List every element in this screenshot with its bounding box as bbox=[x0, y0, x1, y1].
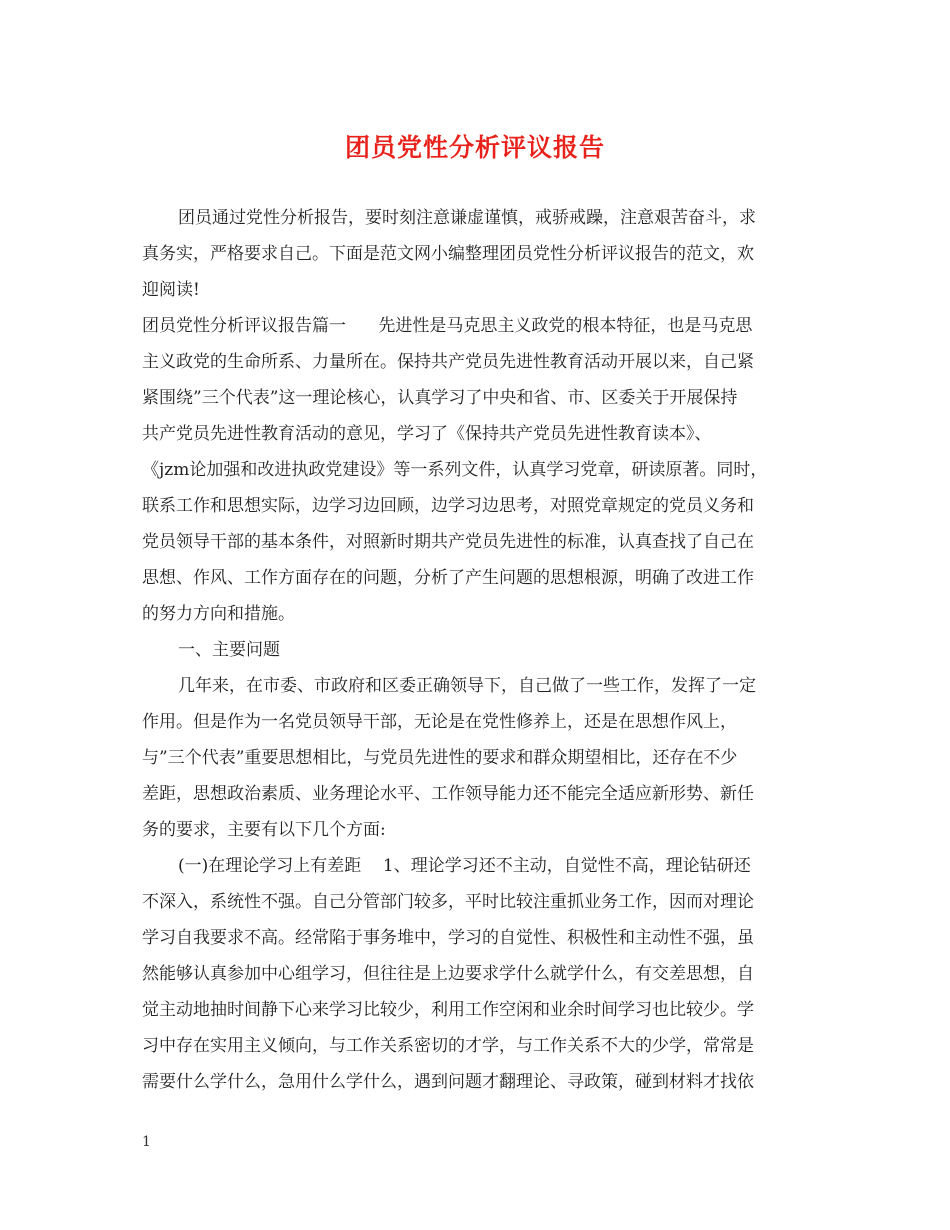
text-line-1: 团员通过党性分析报告，要时刻注意谦虚谨慎，戒骄戒躁，注意艰苦奋斗，求 bbox=[178, 208, 756, 228]
text-line-4: 团员党性分析评议报告篇一 先进性是马克思主义政党的根本特征，也是马克思 bbox=[142, 316, 753, 336]
document-title: 团员党性分析评议报告 bbox=[344, 133, 605, 162]
text-line-12: 的努力方向和措施。 bbox=[142, 604, 295, 624]
text-line-9: 联系工作和思想实际，边学习边回顾，边学习边思考，对照党章规定的党员义务和 bbox=[142, 496, 754, 516]
text-line-20: 不深入，系统性不强。自己分管部门较多，平时比较注重抓业务工作，因而对理论 bbox=[142, 892, 754, 912]
text-line-18: 务的要求，主要有以下几个方面: bbox=[142, 820, 386, 840]
section-heading: 一、主要问题 bbox=[178, 640, 280, 660]
text-line-6: 紧围绕”三个代表”这一理论核心，认真学习了中央和省、市、区委关于开展保持 bbox=[142, 388, 738, 408]
text-line-5: 主义政党的生命所系、力量所在。保持共产党员先进性教育活动开展以来，自己紧 bbox=[142, 352, 754, 372]
text-line-23: 觉主动地抽时间静下心来学习比较少，利用工作空闲和业余时间学习也比较少。学 bbox=[142, 1000, 754, 1020]
text-line-14: 几年来，在市委、市政府和区委正确领导下，自己做了一些工作，发挥了一定 bbox=[178, 676, 756, 696]
text-line-16: 与”三个代表”重要思想相比，与党员先进性的要求和群众期望相比，还存在不少 bbox=[142, 748, 738, 768]
text-line-19: (一)在理论学习上有差距 1、理论学习还不主动，自觉性不高，理论钻研还 bbox=[178, 856, 751, 876]
text-line-8: 《jzm论加强和改进执政党建设》等一系列文件，认真学习党章，研读原著。同时， bbox=[142, 460, 768, 480]
text-line-3: 迎阅读! bbox=[142, 280, 200, 300]
text-line-2: 真务实，严格要求自己。下面是范文网小编整理团员党性分析评议报告的范文，欢 bbox=[142, 244, 754, 264]
text-line-15: 作用。但是作为一名党员领导干部，无论是在党性修养上，还是在思想作风上， bbox=[142, 712, 737, 732]
text-line-10: 党员领导干部的基本条件，对照新时期共产党员先进性的标准，认真查找了自己在 bbox=[142, 532, 754, 552]
text-line-22: 然能够认真参加中心组学习，但往往是上边要求学什么就学什么，有交差思想，自 bbox=[142, 964, 754, 984]
text-line-25: 需要什么学什么，急用什么学什么，遇到问题才翻理论、寻政策，碰到材料才找依 bbox=[142, 1072, 754, 1092]
text-line-21: 学习自我要求不高。经常陷于事务堆中，学习的自觉性、积极性和主动性不强，虽 bbox=[142, 928, 754, 948]
text-line-7: 共产党员先进性教育活动的意见，学习了《保持共产党员先进性教育读本》、 bbox=[142, 424, 712, 444]
text-line-24: 习中存在实用主义倾向，与工作关系密切的才学，与工作关系不大的少学，常常是 bbox=[142, 1036, 754, 1056]
page-number: 1 bbox=[142, 1134, 151, 1150]
text-line-17: 差距，思想政治素质、业务理论水平、工作领导能力还不能完全适应新形势、新任 bbox=[142, 784, 754, 804]
text-line-11: 思想、作风、工作方面存在的问题，分析了产生问题的思想根源，明确了改进工作 bbox=[142, 568, 754, 588]
